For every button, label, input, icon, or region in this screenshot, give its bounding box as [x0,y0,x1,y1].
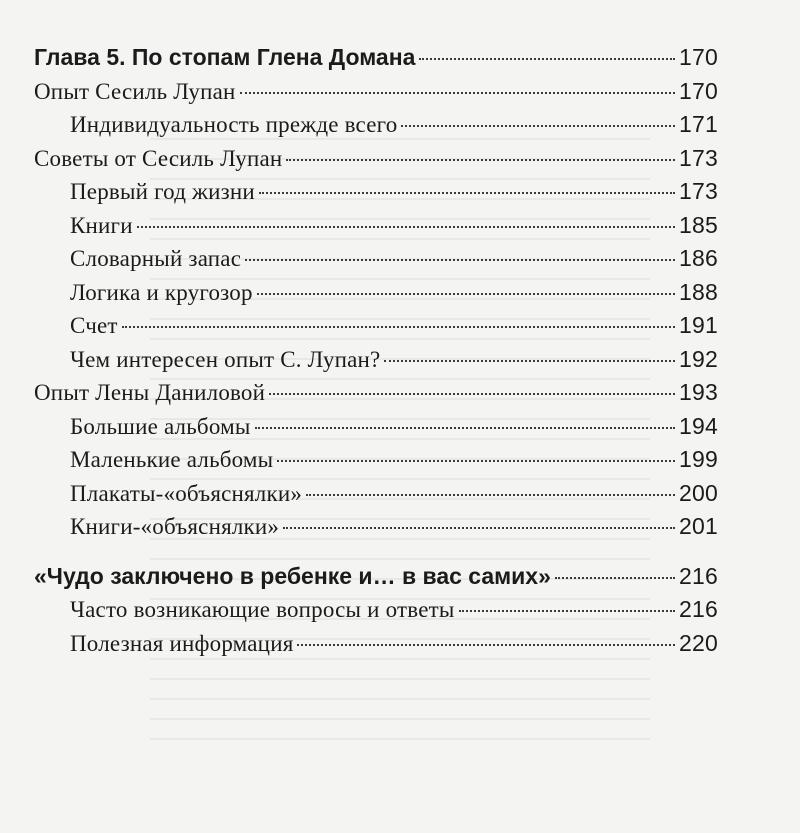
dot-leader [286,159,675,161]
toc-entry-title: Книги [70,212,133,238]
toc-page-number: 194 [679,412,718,439]
toc-entry-title: Часто возникающие вопросы и ответы [70,597,455,622]
dot-leader [277,460,675,462]
toc-chapter-entry [34,563,718,597]
dot-leader [401,125,675,127]
dot-leader [283,527,675,529]
toc-chapter-entry [34,44,718,78]
toc-entry [34,145,718,179]
toc-entry-title: «Чудо заключено в ребенке и… в вас самих» [34,562,551,589]
dot-leader [255,427,676,429]
table-of-contents [34,44,718,663]
toc-page-number: 173 [679,178,718,204]
dot-leader [257,293,675,295]
toc-entry [34,312,718,346]
dot-leader [259,192,675,194]
toc-entry [34,78,718,112]
toc-page-number: 185 [679,211,718,238]
toc-entry-title: Маленькие альбомы [70,447,274,472]
toc-entry-title: Счет [70,313,118,338]
toc-entry [34,111,718,145]
toc-entry-title: Большие альбомы [70,413,251,439]
toc-page-number: 199 [679,446,718,472]
toc-entry [34,413,718,447]
toc-page-number: 220 [679,629,718,656]
toc-page-number: 171 [679,111,718,137]
toc-page-number: 173 [679,144,718,171]
toc-entry-title: Глава 5. По стопам Глена Домана [34,44,416,70]
toc-page-number: 188 [679,278,718,305]
dot-leader [459,610,676,612]
toc-entry-title: Словарный запас [70,246,242,271]
dot-leader [419,58,675,60]
dot-leader [240,92,675,94]
toc-page-number: 191 [679,312,718,338]
toc-page-number: 186 [679,245,718,271]
dot-leader [297,644,675,646]
dot-leader [555,577,675,579]
toc-entry-title: Опыт Сесиль Лупан [34,78,236,104]
dot-leader [122,326,675,328]
toc-entry [34,630,718,664]
toc-entry-title: Индивидуальность прежде всего [70,112,398,137]
toc-entry [34,379,718,413]
dot-leader [384,360,675,362]
dot-leader [245,259,675,261]
toc-page-number: 216 [679,562,718,589]
toc-page-number: 200 [679,479,718,506]
toc-entry-title: Логика и кругозор [70,279,253,305]
dot-leader [137,226,675,228]
section-gap [34,547,718,563]
toc-entry-title: Советы от Сесиль Лупан [34,145,283,171]
toc-entry-title: Опыт Лены Даниловой [34,380,266,405]
toc-entry-title: Первый год жизни [70,179,255,204]
dot-leader [306,494,675,496]
toc-page-number: 170 [679,44,718,70]
toc-entry [34,279,718,313]
toc-page-number: 193 [679,379,718,405]
toc-entry-title: Книги-«объяснялки» [70,514,280,539]
toc-entry [34,513,718,547]
toc-entry [34,446,718,480]
toc-entry [34,346,718,380]
toc-entry [34,245,718,279]
toc-entry [34,178,718,212]
toc-page-number: 170 [679,77,718,104]
toc-page-number: 216 [679,596,718,622]
toc-entry [34,212,718,246]
dot-leader [269,393,675,395]
toc-entry-title: Полезная информация [70,630,294,656]
toc-entry-title: Чем интересен опыт С. Лупан? [70,346,381,372]
toc-entry-title: Плакаты-«объяснялки» [70,480,303,506]
toc-page-number: 201 [679,513,718,539]
toc-entry [34,596,718,630]
toc-page-number: 192 [679,345,718,372]
toc-entry [34,480,718,514]
